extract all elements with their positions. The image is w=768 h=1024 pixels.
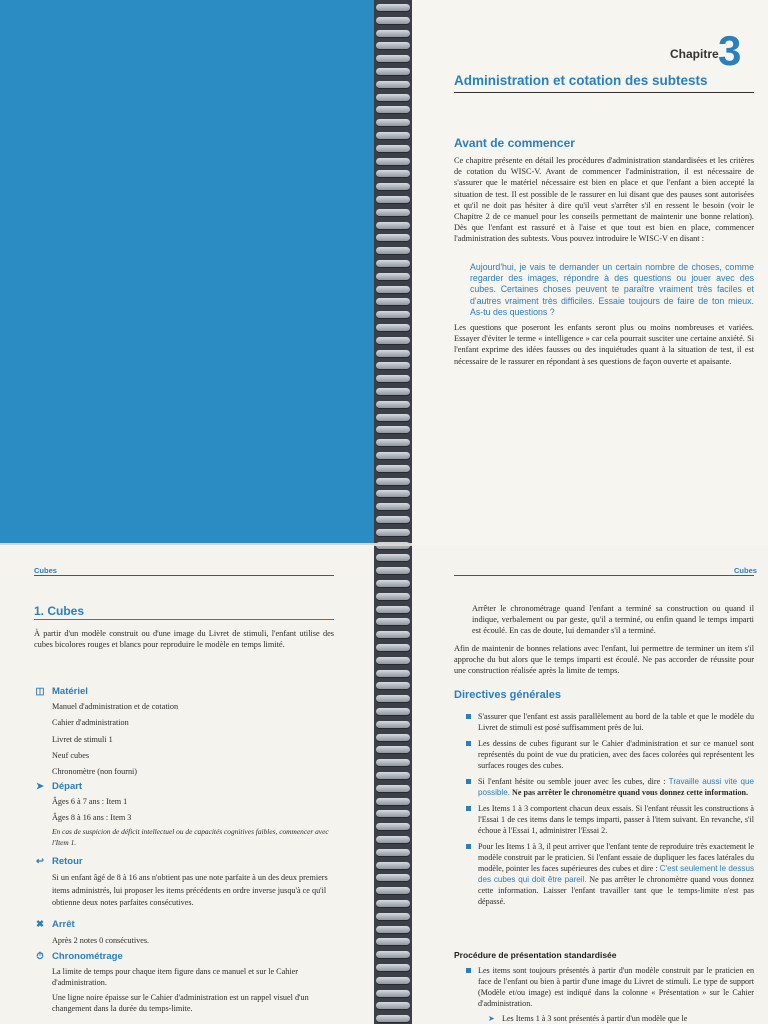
list-item: Manuel d'administration et de cotation xyxy=(52,702,179,711)
chrono-text: Une ligne noire épaisse sur le Cahier d'administration est un rappel visuel d'un changement dans la durée du temps-limite. xyxy=(52,993,309,1013)
depart-line: Âges 8 à 16 ans : Item 3 xyxy=(52,813,132,822)
blue-cover-page xyxy=(0,0,374,545)
directives-heading: Directives générales xyxy=(454,689,562,701)
spiral-coil xyxy=(376,273,410,280)
spiral-coil xyxy=(376,503,410,510)
list-item: Chronomètre (non fourni) xyxy=(52,767,138,777)
running-header: Cubes xyxy=(34,566,57,575)
spiral-coil xyxy=(376,132,410,139)
spiral-coil xyxy=(376,708,410,715)
spiral-coil xyxy=(376,439,410,446)
spiral-coil xyxy=(376,567,410,574)
spiral-coil xyxy=(376,516,410,523)
spiral-coil xyxy=(376,631,410,638)
spiral-coil xyxy=(376,938,410,945)
section-heading: Avant de commencer xyxy=(454,136,575,150)
list-item: Pour les Items 1 à 3, il peut arriver que l'enfant tente de reproduire très exactement le modèle construit par le praticien. Si l'enfant essaie de dupliquer les faces latérales du modèle, pointer les faces supérieures des cubes et dire : C'est seulement le dessus des cubes qui doit être pareil. Ne pas arrêter le chronomètre quand vous donnez cette information. Laisser l'enfant travailler tant que le temps-limite n'est pas dépassé. xyxy=(454,841,754,907)
list-item: Les dessins de cubes figurant sur le Cahier d'administration et sur ce manuel sont représentés du point de vue du praticien, avec des faces colorées qui représentent les surfaces rouges des cubes. xyxy=(454,738,754,771)
spiral-coil xyxy=(376,311,410,318)
spiral-coil xyxy=(376,17,410,24)
chapter-page xyxy=(412,0,768,545)
spiral-coil xyxy=(376,94,410,101)
spiral-coil xyxy=(376,913,410,920)
stop-icon: ✖ xyxy=(36,919,44,930)
spiral-coil xyxy=(376,81,410,88)
chapter-title: Administration et cotation des subtests xyxy=(454,73,708,88)
spiral-coil xyxy=(376,42,410,49)
arret-heading: ✖ Arrêt xyxy=(34,919,75,930)
spiral-coil xyxy=(376,746,410,753)
subtest-intro: À partir d'un modèle construit ou d'une image du Livret de stimuli, l'enfant utilise des cubes bicolores rouges et blancs pour reproduire le modèle en temps limité. xyxy=(34,629,334,650)
bullet-square-icon xyxy=(466,968,471,973)
box-icon: ◫ xyxy=(35,686,45,697)
spiral-coil xyxy=(376,452,410,459)
depart-heading: ➤ Départ xyxy=(34,781,82,792)
spiral-coil xyxy=(376,426,410,433)
spiral-coil xyxy=(376,465,410,472)
retour-heading: ↩ Retour xyxy=(34,856,83,867)
spiral-coil xyxy=(376,990,410,997)
spiral-coil xyxy=(376,529,410,536)
spiral-coil xyxy=(376,286,410,293)
spiral-coil xyxy=(376,106,410,113)
spiral-coil xyxy=(376,951,410,958)
list-item: ➤ Les Items 1 à 3 sont présentés à partir d'un modèle que le xyxy=(488,1014,688,1023)
spiral-coil xyxy=(376,183,410,190)
spiral-coil xyxy=(376,964,410,971)
spiral-coil xyxy=(376,759,410,766)
spiral-coil xyxy=(376,785,410,792)
spiral-coil xyxy=(376,68,410,75)
spiral-coil xyxy=(376,324,410,331)
spiral-coil xyxy=(376,337,410,344)
spiral-coil xyxy=(376,4,410,11)
spoken-instruction: C'est seulement le dessus des cubes qui doit être pareil. xyxy=(478,864,754,884)
spiral-coil xyxy=(376,682,410,689)
spiral-coil xyxy=(376,887,410,894)
spiral-coil xyxy=(376,695,410,702)
spiral-coil xyxy=(376,388,410,395)
list-item: Livret de stimuli 1 xyxy=(52,734,113,744)
timing-paragraph: Afin de maintenir de bonnes relations avec l'enfant, lui permettre de terminer un item s'il approche du but alors que le temps imparti est écoulé. Ne pas accorder de réussite pour une construction réalisée après la limite de temps. xyxy=(454,644,754,676)
spiral-coil xyxy=(376,862,410,869)
spiral-coil xyxy=(376,414,410,421)
arret-text: Après 2 notes 0 consécutives. xyxy=(52,936,150,945)
bullet-square-icon xyxy=(466,806,471,811)
directives-list xyxy=(454,711,754,907)
procedure-heading: Procédure de présentation standardisée xyxy=(454,950,617,960)
spoken-instruction: Travaille aussi vite que possible. xyxy=(478,777,754,797)
spiral-coil xyxy=(376,119,410,126)
running-header: Cubes xyxy=(734,566,757,575)
spiral-coil xyxy=(376,1002,410,1009)
spiral-coil xyxy=(376,145,410,152)
spiral-coil xyxy=(376,606,410,613)
spiral-coil xyxy=(376,298,410,305)
arrow-bullet-icon: ➤ xyxy=(488,1014,495,1023)
instruction-quote: Aujourd'hui, je vais te demander un certain nombre de choses, comme regarder des images, répondre à des questions ou jouer avec des cubes. Certaines choses peuvent te paraître vraiment très faciles et d'autres vraiment très difficiles. Essaie toujours de faire de ton mieux. As-tu des questions ? xyxy=(470,262,754,317)
spiral-coil xyxy=(376,490,410,497)
bullet-square-icon xyxy=(466,844,471,849)
spiral-coil xyxy=(376,362,410,369)
subtest-title-rule xyxy=(34,619,334,620)
spiral-coil xyxy=(376,618,410,625)
spiral-coil xyxy=(376,222,410,229)
chrono-text: La limite de temps pour chaque item figure dans ce manuel et sur le Cahier d'administration. xyxy=(52,967,298,987)
chrono-heading: ⏱ Chronométrage xyxy=(34,951,123,962)
spiral-coil xyxy=(376,772,410,779)
spiral-coil xyxy=(376,260,410,267)
list-item: Si l'enfant hésite ou semble jouer avec les cubes, dire : Travaille aussi vite que possible. Ne pas arrêter le chronomètre quand vous donnez cette information. xyxy=(454,776,754,798)
spiral-coil xyxy=(376,158,410,165)
followup-paragraph: Les questions que poseront les enfants seront plus ou moins nombreuses et variées. Essayer d'éviter le terme « intelligence » car cela pourrait susciter une certaine anxiété. Si l'enfant exprime des idées fausses ou des inquiétudes quant à la situation de test, il est nécessaire de le rassurer en répondant à ses questions de façon ouverte et apaisante. xyxy=(454,323,754,366)
spiral-coil xyxy=(376,823,410,830)
spiral-coil xyxy=(376,554,410,561)
spiral-coil xyxy=(376,734,410,741)
spiral-coil xyxy=(376,900,410,907)
header-rule xyxy=(34,575,334,576)
spiral-coil xyxy=(376,721,410,728)
subtest-title: 1. Cubes xyxy=(34,604,85,618)
start-circle-icon: ➤ xyxy=(36,781,44,792)
spiral-coil xyxy=(376,401,410,408)
list-item: Les items sont toujours présentés à partir d'un modèle construit par le praticien en face de l'enfant ou bien à partir d'une image du Livret de stimuli. Le type de support (Modèle et/ou image) est indiqué dans la colonne « Présentation » sur le Cahier d'administration. xyxy=(454,965,754,1009)
spiral-coil xyxy=(376,350,410,357)
spiral-coil xyxy=(376,810,410,817)
materiel-list xyxy=(52,699,178,780)
spiral-coil xyxy=(376,580,410,587)
bullet-square-icon xyxy=(466,779,471,784)
spiral-coil xyxy=(376,1015,410,1022)
spiral-coil xyxy=(376,657,410,664)
chapter-title-rule xyxy=(454,92,754,93)
spiral-binding xyxy=(374,0,412,1024)
bullet-square-icon xyxy=(466,714,471,719)
spiral-coil xyxy=(376,247,410,254)
spiral-coil xyxy=(376,209,410,216)
spiral-coil xyxy=(376,670,410,677)
spiral-coil xyxy=(376,798,410,805)
spiral-coil xyxy=(376,478,410,485)
spiral-coil xyxy=(376,874,410,881)
spiral-coil xyxy=(376,30,410,37)
stopwatch-icon: ⏱ xyxy=(36,951,44,962)
intro-paragraph: Ce chapitre présente en détail les procédures d'administration standardisées et les critères de cotation du WISC-V. Avant de commencer l'administration, il est nécessaire de s'assurer que le matériel nécessaire est bien en place et que l'enfant a bien accepté la situation de test. Il est possible de le rassurer en lui disant que des pauses sont autorisées et qu'il ne doit pas hésiter à dire qu'il veut s'arrêter s'il en ressent le besoin (voir le Chapitre 2 de ce manuel pour les conseils permettant de maintenir une bonne relation). Dès que l'enfant est rassuré et à l'aise et que tout est bien en place, commencer l'administration des subtests. Vous pouvez introduire le WISC-V en disant : xyxy=(454,156,754,244)
depart-line: Âges 6 à 7 ans : Item 1 xyxy=(52,797,128,806)
retour-text: Si un enfant âgé de 8 à 16 ans n'obtient pas une note parfaite à un des deux premiers items administrés, lui proposer les items précédents en ordre inverse jusqu'à ce qu'il obtienne deux notes parfaites consécutives. xyxy=(52,873,328,907)
depart-note: En cas de suspicion de déficit intellectuel ou de capacités cognitives faibles, commencer avec l'Item 1. xyxy=(52,827,329,847)
materiel-heading: ◫ Matériel xyxy=(35,686,88,697)
spiral-coil xyxy=(376,836,410,843)
list-item: Neuf cubes xyxy=(52,750,90,760)
timing-paragraph: Arrêter le chronométrage quand l'enfant a terminé sa construction ou quand il indique, verbalement ou par geste, qu'il a terminé, ou enfin quand le temps imparti est écoulé. En cas de doute, lui demander s'il a terminé. xyxy=(472,604,754,636)
spiral-coil xyxy=(376,644,410,651)
spiral-coil xyxy=(376,375,410,382)
cubes-right-page xyxy=(412,545,768,1024)
chapter-number: 3 xyxy=(718,27,742,74)
spiral-coil xyxy=(376,55,410,62)
list-item: Les Items 1 à 3 comportent chacun deux essais. Si l'enfant réussit les constructions à l'Essai 1 de ces items dans le temps imparti, passer à l'item suivant. En revanche, s'il échoue à l'Essai 1, administrer l'Essai 2. xyxy=(454,803,754,836)
chapter-label: Chapitre xyxy=(670,47,719,61)
bullet-square-icon xyxy=(466,741,471,746)
return-arrow-icon: ↩ xyxy=(36,856,44,867)
list-item: S'assurer que l'enfant est assis parallèlement au bord de la table et que le modèle du Livret de stimuli est posé suffisamment près de lui. xyxy=(454,711,754,733)
header-rule xyxy=(454,575,754,576)
spiral-coil xyxy=(376,170,410,177)
spiral-coil xyxy=(376,926,410,933)
spiral-coil xyxy=(376,234,410,241)
cubes-left-page xyxy=(0,545,374,1024)
spiral-coil xyxy=(376,196,410,203)
spiral-coil xyxy=(376,849,410,856)
procedure-list xyxy=(454,965,754,1024)
list-item: Cahier d'administration xyxy=(52,718,129,728)
spiral-coil xyxy=(376,977,410,984)
spiral-coil xyxy=(376,593,410,600)
